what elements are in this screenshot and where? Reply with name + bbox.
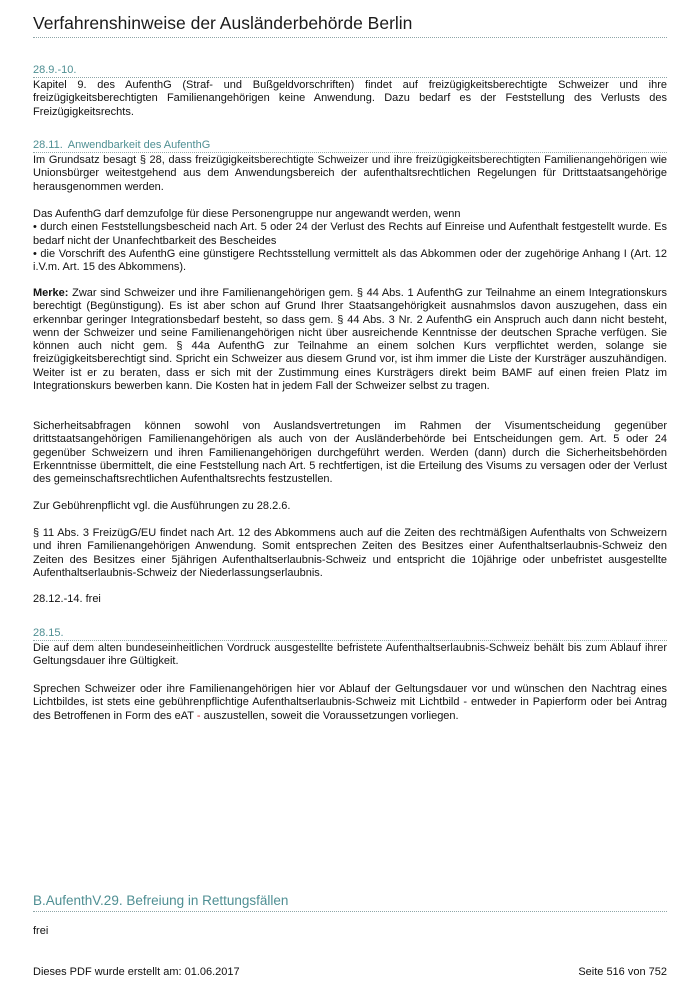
section-heading-28-11 (33, 139, 210, 152)
section-28-11-security (33, 420, 667, 486)
bullet-item: • durch einen Feststellungsbescheid nach Art. 5 oder 24 der Verlust des Rechts auf Einreise und Aufenthalt festgestellt wurde. Es bedarf nicht der Unanfechtbarkeit des Bescheides (33, 221, 667, 247)
section-28-9-10-text (33, 79, 667, 119)
header-divider (33, 37, 667, 38)
section-divider (33, 152, 667, 153)
paragraph: Im Grundsatz besagt § 28, dass freizügigkeitsberechtigte Schweizer und ihre freizügigkeitsberechtigten Familienangehörigen wie Unionsbürger weitestgehend aus dem Anwendungsbereich der aufenthaltsrechtlichen Regelungen für Drittstaatsangehörige herausgenommen werden. (33, 154, 667, 193)
section-28-11-merke (33, 287, 667, 393)
section-28-15-photo (33, 683, 667, 723)
section-28-11-fees (33, 500, 667, 513)
section-28-11-conditions (33, 208, 667, 274)
bullet-item: • die Vorschrift des AufenthG eine günstigere Rechtsstellung vermittelt als das Abkommen oder der zugehörige Anhang I (Art. 12 i.V.m. Art. 15 des Abkommens). (33, 247, 667, 274)
section-28-11-freizuegg (33, 527, 667, 580)
merke-label: Merke: (33, 287, 69, 299)
dash-mark: - (196, 709, 201, 722)
footer-page-number: Seite 516 von 752 (578, 966, 667, 978)
paragraph: Das AufenthG darf demzufolge für diese Personengruppe nur angewandt werden, wenn (33, 208, 461, 220)
chapter-heading: B.AufenthV.29. Befreiung in Rettungsfällen (33, 893, 289, 908)
paragraph: Sprechen Schweizer oder ihre Familienangehörigen hier vor Ablauf der Geltungsdauer vor und wünschen den Nachtrag eines Lichtbildes, ist stets eine gebührenpflichtige Aufenthaltserlaubnis-Schweiz mit Lichtbild - entweder in Papierform oder bei Antrag des Betroffenen in Form des eAT (33, 683, 667, 722)
paragraph: Kapitel 9. des AufenthG (Straf- und Bußgeldvorschriften) findet auf freizügigkeitsberechtigte Schweizer und ihre freizügigkeitsberechtigten Familienangehörigen keine Anwendung. Dazu bedarf es der Feststellung des Verlusts des Freizügigkeitsrechts. (33, 79, 667, 118)
paragraph: Die auf dem alten bundeseinheitlichen Vordruck ausgestellte befristete Aufenthaltserlaubnis-Schweiz behält bis zum Ablauf ihrer Geltungsdauer ihre Gültigkeit. (33, 642, 667, 668)
chapter-divider (33, 911, 667, 912)
section-28-11-intro (33, 154, 667, 194)
footer-created-date: Dieses PDF wurde erstellt am: 01.06.2017 (33, 966, 240, 978)
merke-text: Zwar sind Schweizer und ihre Familienangehörigen gem. § 44 Abs. 1 AufenthG zur Teilnahme an einem Integrationskurs berechtigt (Begünstigung). Es ist aber schon auf Grund Ihrer Staatsangehörigkeit ausnahmslos davon auszugehen, dass ein erkennbar geringer Integrationsbedarf besteht, so dass gem. § 44 Abs. 3 Nr. 2 AufenthG ein Anspruch auch dann nicht besteht, wenn der Schweizer und seine Familienangehörigen nicht über ausreichende Kenntnisse der deutschen Sprache verfügen. Sie können auch nicht gem. § 44a AufenthG zur Teilnahme an einem solchen Kurs verpflichtet werden, solange sie freizügigkeitsberechtigt sind. Spricht ein Schweizer aus diesem Grund vor, ist ihm immer die Liste der Kursträger auszuhändigen. Weiter ist er zu beraten, dass er sich mit der Zustimmung eines Kursträgers direkt beim BAMF auf einen freien Platz im Integrationskurs bewerben kann. Die Kosten hat in jedem Fall der Schweizer selbst zu tragen. (33, 287, 667, 393)
paragraph-end: auszustellen, soweit die Voraussetzungen vorliegen. (203, 709, 459, 722)
paragraph: Sicherheitsabfragen können sowohl von Auslandsvertretungen im Rahmen der Visumentscheidung gegenüber drittstaatsangehörigen Familienangehörigen als auch von der Ausländerbehörde bei Entscheidungen gem. Art. 5 oder 24 gegenüber Schweizern und ihren Familienangehörigen durchgeführt werden. Werden (dann) durch die Sicherheitsbehörden Erkenntnisse übermittelt, die eine Feststellung nach Art. 5 rechtfertigen, ist die Erteilung des Visums zu versagen oder der Verlust des gemeinschaftsrechtlichen Aufenthaltsrechts festzustellen. (33, 420, 667, 486)
section-28-12-14 (33, 593, 667, 606)
paragraph: 28.12.-14. frei (33, 593, 101, 605)
section-divider (33, 77, 667, 78)
paragraph: Zur Gebührenpflicht vgl. die Ausführungen zu 28.2.6. (33, 500, 291, 512)
section-title: Anwendbarkeit des AufenthG (67, 139, 211, 151)
chapter-text: frei (33, 925, 49, 937)
section-divider (33, 640, 667, 641)
paragraph: § 11 Abs. 3 FreizügG/EU findet nach Art. 12 des Abkommens auch auf die Zeiten des rechtmäßigen Aufenthalts von Schweizern und ihren Familienangehörigen Anwendung. Somit entsprechen Zeiten des Besitzes einer Aufenthaltserlaubnis-Schweiz den Zeiten des Besitzes einer 5jährigen Aufenthaltserlaubnis-Schweiz und entspricht die 10jährige oder unbefristet ausgestellte Aufenthaltserlaubnis-Schweiz der Niederlassungserlaubnis. (33, 527, 667, 579)
section-28-15-text (33, 642, 667, 669)
section-number-28-9-10: 28.9.-10. (33, 64, 77, 76)
page-header-title: Verfahrenshinweise der Ausländerbehörde Berlin (33, 13, 413, 33)
section-number-28-15: 28.15. (33, 627, 64, 639)
section-number: 28.11. (33, 139, 63, 151)
